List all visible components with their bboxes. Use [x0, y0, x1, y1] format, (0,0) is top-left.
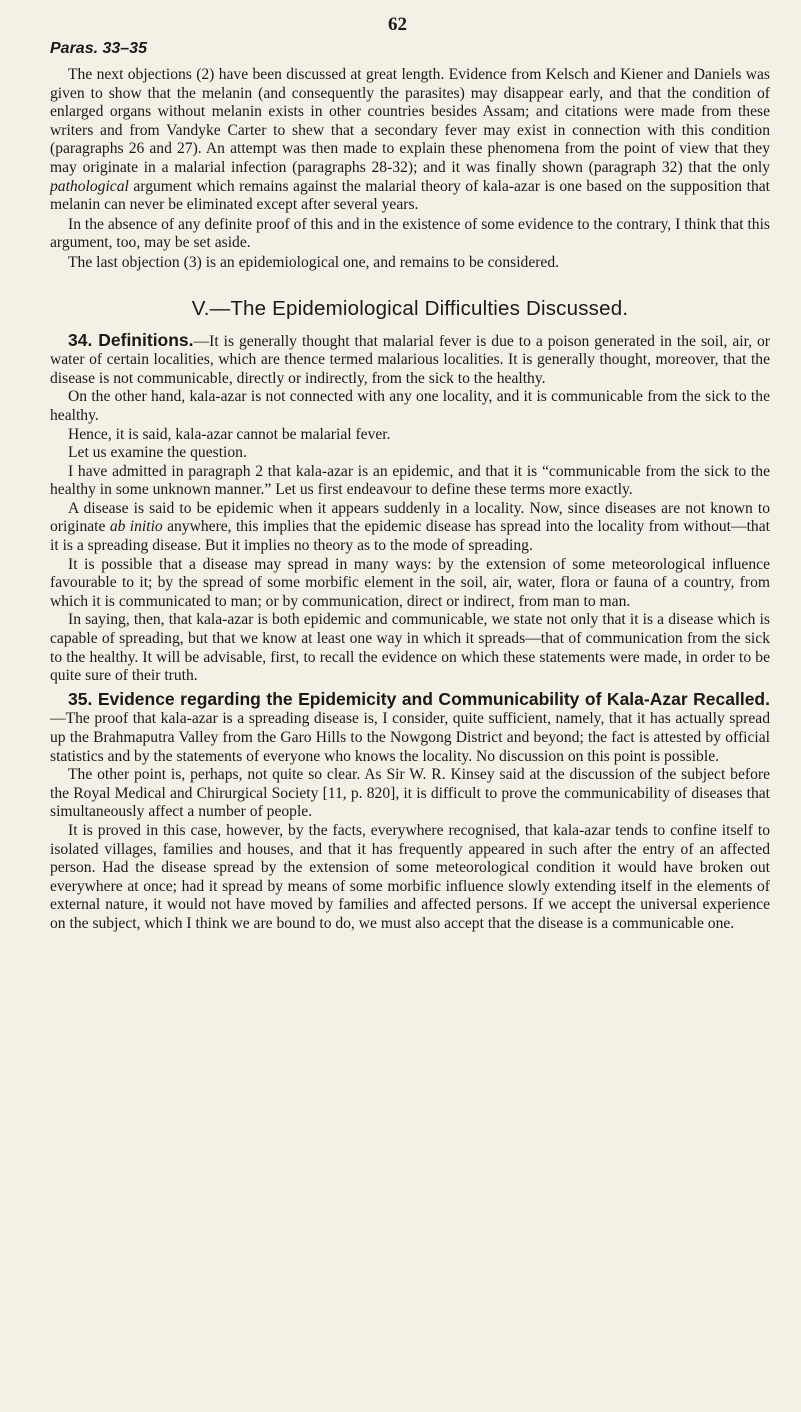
paragraph [50, 500, 770, 556]
paragraph: Let us examine the question. [68, 444, 247, 462]
paragraph: The last objection (3) is an epidemiological one, and remains to be considered. [68, 253, 560, 271]
text-run: A disease is said to be epidemic when it appears suddenly in a locality. Now, since diseases are not known to originate [50, 499, 770, 536]
paragraph: It is possible that a disease may spread in many ways: by the extension of some meteorological influence favourable to it; by the spread of some morbific element in the soil, air, water, flora or fauna of a country, from which it is communicated to man; or by communication, direct or indirect, from man to man. [50, 555, 770, 610]
page-number: 62 [388, 14, 407, 35]
subsection-heading-34: 34. Definitions. [68, 329, 194, 350]
text-run: anywhere, this implies that the epidemic disease has spread into the locality from without—that it is a spreading disease. But it implies no theory as to the mode of spreading. [50, 518, 770, 555]
paragraph: The other point is, perhaps, not quite so clear. As Sir W. R. Kinsey said at the discussion of the subject before the Royal Medical and Chirurgical Society [11, p. 820], it is difficult to prove the communicability of diseases that simultaneously affect a number of people. [50, 766, 770, 821]
section-heading: V.—The Epidemiological Difficulties Discussed. [191, 296, 629, 320]
text-run: argument which remains against the malarial theory of kala-azar is one based on the supposition that melanin can never be eliminated except after several years. [50, 177, 770, 214]
subsection-heading-35: 35. Evidence regarding the Epidemicity and Communicability of Kala-Azar Recalled. [68, 688, 770, 709]
paragraph: In the absence of any definite proof of this and in the existence of some evidence to the contrary, I think that this argument, too, may be set aside. [50, 215, 770, 252]
text-run: —It is generally thought that malarial fever is due to a poison generated in the soil, air, or water of certain localities, which are thence termed malarious localities. It is generally thought, moreover, that the disease is not communicable, directly or indirectly, from the sick to the healthy. [50, 332, 770, 387]
paragraph: I have admitted in paragraph 2 that kala-azar is an epidemic, and that it is “communicable from the sick to the healthy in some unknown manner.” Let us first endeavour to define these terms more exactly. [50, 462, 770, 499]
paragraph [50, 331, 770, 389]
paragraph [50, 690, 770, 766]
text-run: The next objections (2) have been discussed at great length. Evidence from Kelsch and Kiener and Daniels was given to show that the melanin (and consequently the parasites) may disappear early, and that the condition of enlarged organs without melanin exists in other countries besides Assam; and citations were made from these writers and from Vandyke Carter to shew that a secondary fever may exist in connection with this condition (paragraphs 26 and 27). An attempt was then made to explain these phenomena from the point of view that they may originate in a malarial infection (paragraphs 28-32); and it was finally shown (paragraph 32) that the only [50, 66, 770, 176]
paragraph: On the other hand, kala-azar is not connected with any one locality, and it is communicable from the sick to the healthy. [50, 388, 770, 424]
italic-term: pathological [50, 177, 129, 195]
paragraph: Hence, it is said, kala-azar cannot be malarial fever. [68, 425, 391, 443]
italic-term: ab initio [109, 518, 163, 536]
document-body [50, 66, 770, 934]
paragraph [50, 66, 770, 215]
paragraph: In saying, then, that kala-azar is both epidemic and communicable, we state not only that it is a disease which is capable of spreading, but that we know at least one way in which it spreads—that of communication from the sick to the healthy. It will be advisable, first, to recall the evidence on which these statements were made, in order to be quite sure of their truth. [50, 611, 770, 685]
text-run: —The proof that kala-azar is a spreading disease is, I consider, quite sufficient, namely, that it has actually spread up the Brahmaputra Valley from the Garo Hills to the Nowgong District and beyond; the fact is attested by official statistics and by the statements of everyone who knows the locality. No discussion on this point is possible. [50, 710, 770, 765]
paragraph: It is proved in this case, however, by the facts, everywhere recognised, that kala-azar tends to confine itself to isolated villages, families and houses, and that it has frequently appeared in such after the entry of an affected person. Had the disease spread by the extension of some meteorological condition it would have broken out everywhere at once; had it spread by means of some morbific influence slowly extending itself in the elements of external nature, it would not have moved by families and affected persons. If we accept the universal experience on the subject, which I think we are bound to do, we must also accept that the disease is a communicable one. [50, 821, 770, 932]
paragraph-range-label: Paras. 33–35 [50, 40, 147, 57]
